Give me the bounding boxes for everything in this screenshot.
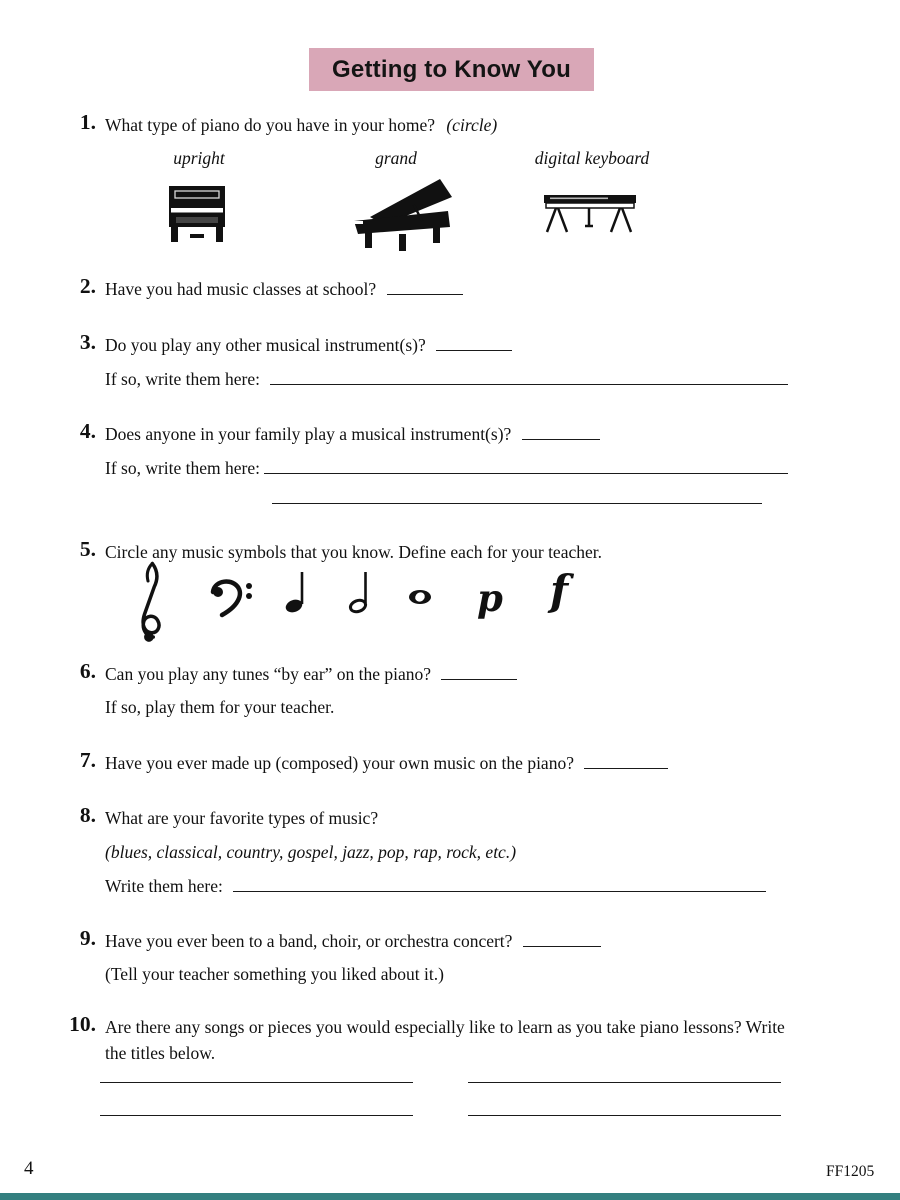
- question-4-followup: [60, 455, 900, 481]
- question-9-text: Have you ever been to a band, choir, or orchestra concert?: [105, 931, 513, 951]
- question-1-instruction: (circle): [446, 115, 498, 135]
- question-8: [60, 805, 900, 831]
- catalog-code: FF1205: [826, 1163, 875, 1180]
- question-7: [60, 750, 900, 776]
- question-8-text: What are your favorite types of music?: [105, 808, 379, 828]
- question-9-number: 9.: [79, 926, 96, 950]
- question-4-followup-text: If so, write them here:: [105, 458, 261, 478]
- question-6-followup-text: If so, play them for your teacher.: [105, 697, 335, 717]
- question-10-title-line-1[interactable]: [100, 1068, 413, 1083]
- question-8-number: 8.: [79, 803, 96, 827]
- question-4-text: Does anyone in your family play a musical instrument(s)?: [105, 424, 512, 444]
- question-1-text: What type of piano do you have in your home?: [105, 115, 435, 135]
- page-number: 4: [24, 1158, 34, 1179]
- question-9-answer-blank[interactable]: [523, 933, 601, 947]
- question-5-number: 5.: [79, 537, 96, 561]
- option-upright-label[interactable]: upright: [173, 148, 225, 168]
- question-2: [60, 276, 900, 302]
- question-2-number: 2.: [79, 274, 96, 298]
- option-digital-keyboard-label[interactable]: digital keyboard: [534, 148, 650, 168]
- digital-keyboard-icon[interactable]: [542, 188, 638, 234]
- question-3-followup: [60, 366, 900, 392]
- question-5: [60, 539, 900, 565]
- question-4-answer-blank[interactable]: [522, 426, 600, 440]
- question-4-writein-line-1[interactable]: [264, 460, 788, 474]
- question-2-text: Have you had music classes at school?: [105, 279, 377, 299]
- question-1: [60, 112, 900, 138]
- question-10-title-line-2[interactable]: [468, 1068, 781, 1083]
- question-3: [60, 332, 900, 358]
- footer-accent-bar: [0, 1193, 900, 1200]
- question-5-text: Circle any music symbols that you know. Define each for your teacher.: [105, 542, 602, 562]
- title-banner: [309, 48, 594, 91]
- half-note-icon[interactable]: [348, 570, 370, 614]
- whole-note-icon[interactable]: [406, 588, 434, 606]
- question-9: [60, 928, 900, 954]
- question-7-text: Have you ever made up (composed) your own music on the piano?: [105, 753, 574, 773]
- question-2-answer-blank[interactable]: [387, 281, 463, 295]
- question-8-hint: [60, 839, 900, 865]
- question-10: [60, 1014, 785, 1066]
- treble-clef-icon[interactable]: [128, 560, 168, 644]
- bass-clef-icon[interactable]: [210, 577, 254, 619]
- question-3-number: 3.: [79, 330, 96, 354]
- question-10-text: Are there any songs or pieces you would especially like to learn as you take piano lessons? Write the titles below.: [105, 1017, 785, 1063]
- upright-piano-icon[interactable]: [163, 184, 231, 246]
- question-6-answer-blank[interactable]: [441, 666, 517, 680]
- question-3-answer-blank[interactable]: [436, 337, 512, 351]
- option-grand-label[interactable]: grand: [375, 148, 417, 168]
- question-4-writein-line-2[interactable]: [272, 489, 762, 504]
- forte-dynamic-symbol[interactable]: f: [550, 566, 569, 615]
- question-8-hint-text: (blues, classical, country, gospel, jazz, pop, rap, rock, etc.): [105, 842, 517, 862]
- question-10-title-line-3[interactable]: [100, 1101, 413, 1116]
- question-7-number: 7.: [79, 748, 96, 772]
- piano-dynamic-symbol[interactable]: p: [477, 576, 503, 620]
- question-6: [60, 661, 900, 687]
- question-1-number: 1.: [79, 110, 96, 134]
- question-6-followup: [60, 694, 900, 720]
- question-7-answer-blank[interactable]: [584, 755, 668, 769]
- question-3-followup-text: If so, write them here:: [105, 369, 261, 389]
- question-4-number: 4.: [79, 419, 96, 443]
- question-8-followup-text: Write them here:: [105, 876, 223, 896]
- question-10-title-line-4[interactable]: [468, 1101, 781, 1116]
- question-10-number: 10.: [69, 1012, 96, 1036]
- question-3-text: Do you play any other musical instrument(s)?: [105, 335, 426, 355]
- question-3-writein-line[interactable]: [270, 371, 788, 385]
- question-8-followup: [60, 873, 900, 899]
- question-9-followup-text: (Tell your teacher something you liked about it.): [105, 964, 444, 984]
- question-8-writein-line[interactable]: [233, 878, 766, 892]
- page-title: Getting to Know You: [332, 55, 571, 83]
- question-9-followup: [60, 961, 900, 987]
- quarter-note-icon[interactable]: [284, 570, 306, 614]
- question-4: [60, 421, 900, 447]
- question-6-number: 6.: [79, 659, 96, 683]
- grand-piano-icon[interactable]: [340, 177, 455, 252]
- question-6-text: Can you play any tunes “by ear” on the piano?: [105, 664, 432, 684]
